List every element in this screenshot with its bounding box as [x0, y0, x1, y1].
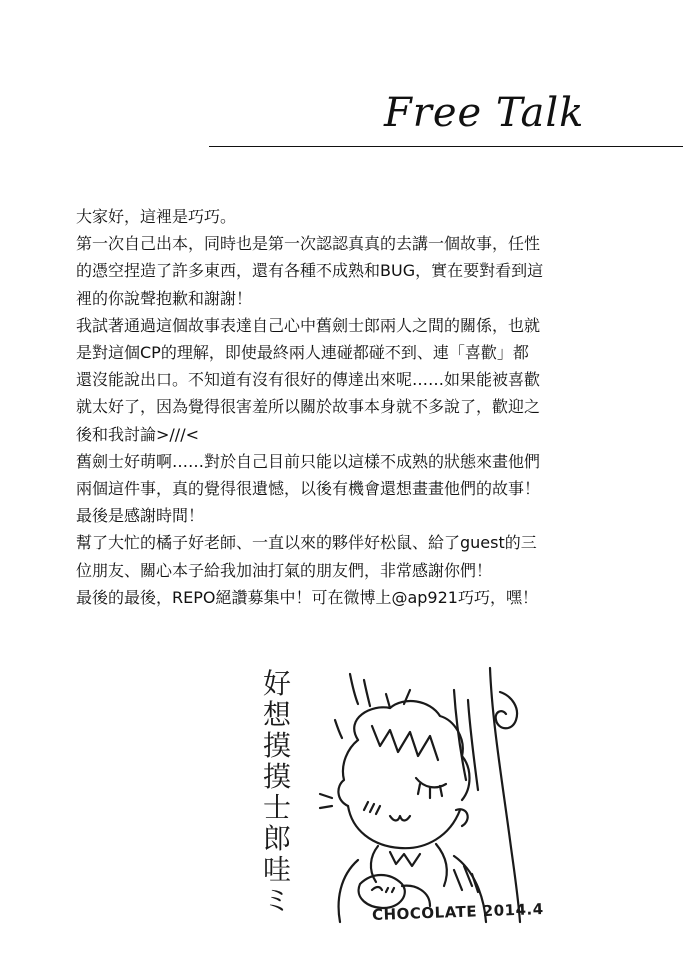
handwritten-char: ミ	[262, 884, 291, 917]
body-line: 幫了大忙的橘子好老師、一直以來的夥伴好松鼠、給了guest的三	[76, 533, 537, 553]
body-line: 大家好，這裡是巧巧。	[76, 207, 237, 226]
body-line: 位朋友、關心本子給我加油打氣的朋友們，非常感謝你們！	[76, 560, 493, 580]
handwritten-caption	[247, 668, 307, 916]
body-line: 最後是感謝時間！	[76, 506, 205, 526]
body-text	[76, 203, 616, 611]
body-line: 還沒能說出口。不知道有沒有很好的傳達出來呢……如果能被喜歡	[76, 370, 541, 390]
body-line: 是對這個CP的理解，即使最終兩人連碰都碰不到、連「喜歡」都	[76, 343, 529, 363]
body-line: 舊劍士好萌啊……對於自己目前只能以這樣不成熟的狀態來畫他們	[76, 451, 541, 471]
body-line: 的憑空捏造了許多東西，還有各種不成熟和BUG，實在要對看到這	[76, 261, 544, 281]
body-line: 裡的你說聲抱歉和謝謝！	[76, 288, 253, 308]
body-line: 就太好了，因為覺得很害羞所以關於故事本身就不多說了，歡迎之	[76, 397, 541, 417]
handwritten-char: 郎	[262, 822, 291, 855]
handwritten-char: 哇	[262, 853, 291, 886]
body-line: 兩個這件事，真的覺得很遺憾，以後有機會還想畫畫他們的故事！	[76, 479, 541, 499]
body-line: 後和我討論>///<	[76, 424, 199, 444]
handwritten-char: 士	[262, 791, 291, 824]
handwritten-char: 好	[262, 667, 291, 700]
title-underline	[209, 146, 683, 147]
character-drawing	[320, 690, 486, 922]
page-title: Free Talk	[384, 90, 585, 136]
artist-signature: CHOCOLATE 2014.4	[371, 900, 544, 924]
handwritten-char: 想	[262, 698, 291, 731]
body-line: 我試著通過這個故事表達自己心中舊劍士郎兩人之間的關係，也就	[76, 315, 541, 335]
handwritten-char: 摸	[262, 760, 291, 793]
body-line: 第一次自己出本，同時也是第一次認認真真的去講一個故事，任性	[76, 234, 541, 254]
handwritten-char: 摸	[262, 729, 291, 762]
tree-drawing	[335, 668, 520, 922]
body-line: 最後的最後，REPO絕讚募集中！可在微博上@ap921巧巧，嘿！	[76, 587, 538, 607]
